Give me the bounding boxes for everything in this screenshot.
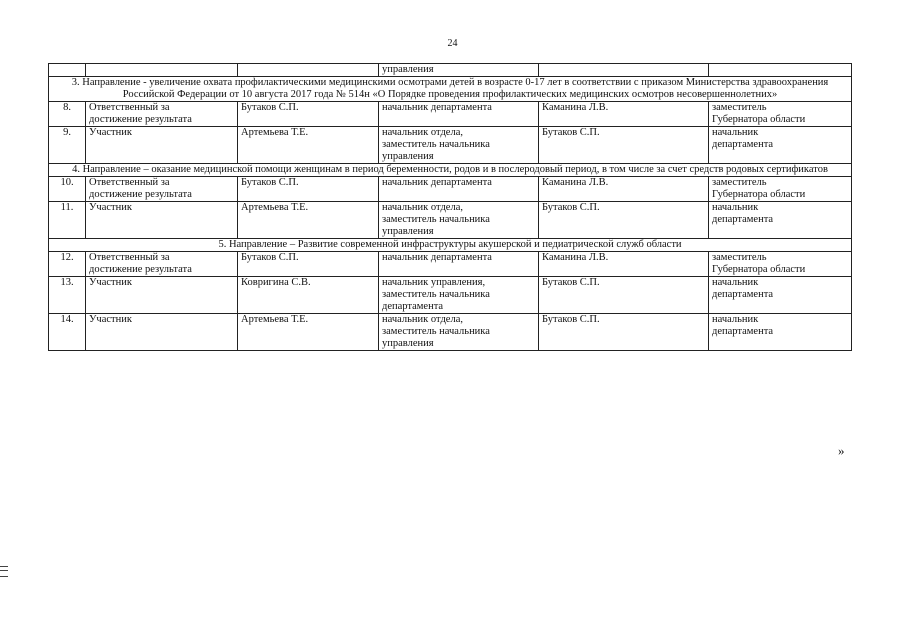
row-number-cell: 8. — [49, 102, 86, 127]
position-cell: начальник отдела, заместитель начальника управления — [379, 127, 539, 164]
supervisor-position-cell: начальник департамента — [709, 277, 852, 314]
position-cell: начальник департамента — [379, 252, 539, 277]
role-cell: Участник — [86, 314, 238, 351]
supervisor-cell: Каманина Л.В. — [539, 177, 709, 202]
position-cell: начальник отдела, заместитель начальника управления — [379, 314, 539, 351]
supervisor-position-cell: заместитель Губернатора области — [709, 177, 852, 202]
section-title: 5. Направление – Развитие современной инфраструктуры акушерской и педиатрической служб области — [49, 239, 852, 252]
name-cell: Бутаков С.П. — [238, 102, 379, 127]
position-cell: начальник управления, заместитель начальника департамента — [379, 277, 539, 314]
table-row — [49, 102, 852, 127]
table-row — [49, 127, 852, 164]
section-header-row — [49, 239, 852, 252]
supervisor-position-cell: начальник департамента — [709, 202, 852, 239]
table-row — [49, 314, 852, 351]
supervisor-cell: Бутаков С.П. — [539, 127, 709, 164]
closing-quote-mark: » — [838, 443, 845, 458]
row-number-cell: 14. — [49, 314, 86, 351]
table-row — [49, 277, 852, 314]
row-number-cell: 9. — [49, 127, 86, 164]
role-cell — [86, 64, 238, 77]
table-row — [49, 64, 852, 77]
position-cell: начальник департамента — [379, 177, 539, 202]
role-cell: Участник — [86, 202, 238, 239]
supervisor-position-cell: заместитель Губернатора области — [709, 102, 852, 127]
role-cell: Участник — [86, 277, 238, 314]
row-number-cell — [49, 64, 86, 77]
role-cell: Ответственный за достижение результата — [86, 177, 238, 202]
table-row — [49, 252, 852, 277]
supervisor-cell: Бутаков С.П. — [539, 277, 709, 314]
name-cell: Ковригина С.В. — [238, 277, 379, 314]
name-cell: Артемьева Т.Е. — [238, 202, 379, 239]
supervisor-position-cell — [709, 64, 852, 77]
row-number-cell: 10. — [49, 177, 86, 202]
supervisor-cell: Каманина Л.В. — [539, 102, 709, 127]
role-cell: Ответственный за достижение результата — [86, 252, 238, 277]
row-number-cell: 12. — [49, 252, 86, 277]
position-cell: управления — [379, 64, 539, 77]
name-cell: Бутаков С.П. — [238, 177, 379, 202]
supervisor-position-cell: заместитель Губернатора области — [709, 252, 852, 277]
section-title: 4. Направление – оказание медицинской помощи женщинам в период беременности, родов и в послеродовый период, в том числе за счет средств родовых сертификатов — [49, 164, 852, 177]
page-number: 24 — [447, 38, 458, 49]
supervisor-cell: Каманина Л.В. — [539, 252, 709, 277]
position-cell: начальник департамента — [379, 102, 539, 127]
supervisor-position-cell: начальник департамента — [709, 127, 852, 164]
role-cell: Ответственный за достижение результата — [86, 102, 238, 127]
table-row — [49, 177, 852, 202]
position-cell: начальник отдела, заместитель начальника управления — [379, 202, 539, 239]
row-number-cell: 11. — [49, 202, 86, 239]
section-header-row — [49, 77, 852, 102]
section-title: 3. Направление - увеличение охвата профилактическими медицинскими осмотрами детей в возрасте 0-17 лет в соответствии с приказом Министерства здравоохранения Российской Федерации от 10 августа 2017 года № 514н «О Порядке проведения профилактических медицинских осмотров несовершеннолетних» — [49, 77, 852, 102]
table-row — [49, 202, 852, 239]
name-cell — [238, 64, 379, 77]
supervisor-position-cell: начальник департамента — [709, 314, 852, 351]
responsibility-table — [48, 63, 852, 351]
section-header-row — [49, 164, 852, 177]
name-cell: Артемьева Т.Е. — [238, 127, 379, 164]
margin-mark — [0, 566, 8, 577]
supervisor-cell: Бутаков С.П. — [539, 202, 709, 239]
name-cell: Бутаков С.П. — [238, 252, 379, 277]
role-cell: Участник — [86, 127, 238, 164]
row-number-cell: 13. — [49, 277, 86, 314]
name-cell: Артемьева Т.Е. — [238, 314, 379, 351]
supervisor-cell: Бутаков С.П. — [539, 314, 709, 351]
supervisor-cell — [539, 64, 709, 77]
